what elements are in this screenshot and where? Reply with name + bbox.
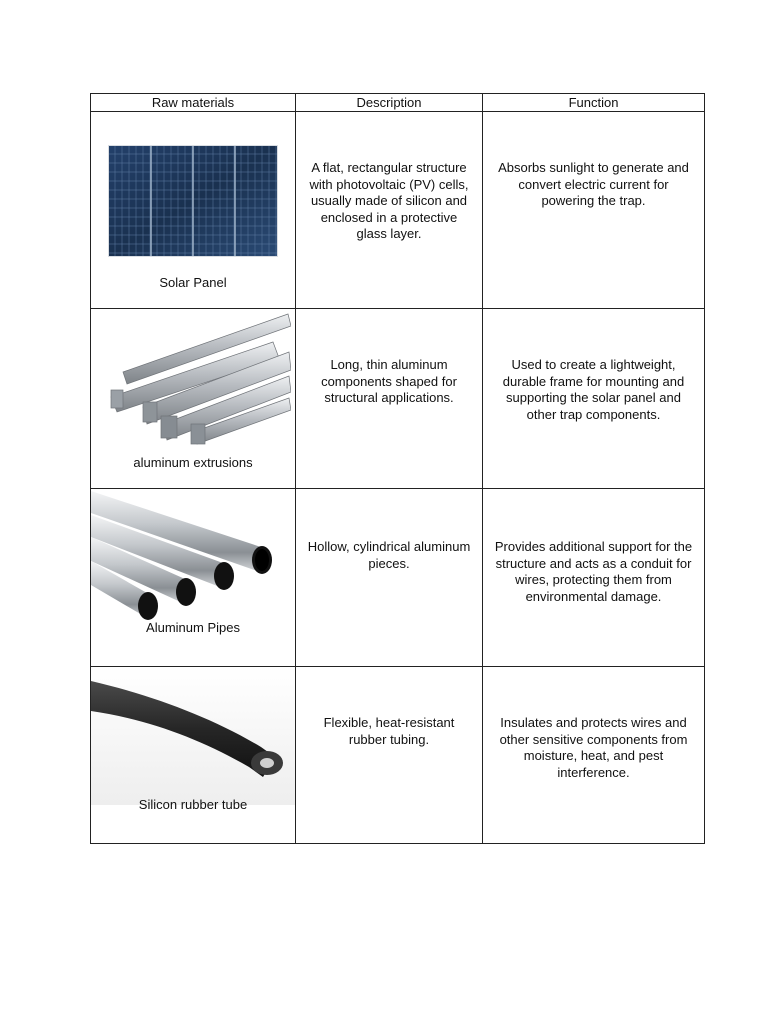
function-text: Provides additional support for the structure and acts as a conduit for wires, protecting them from environmental damage.: [494, 539, 693, 604]
material-label: Aluminum Pipes: [146, 620, 240, 635]
function-cell: [483, 489, 705, 667]
material-cell: [91, 309, 296, 489]
description-cell: [296, 309, 483, 489]
aluminum-extrusions-image: [103, 312, 291, 447]
description-cell: [296, 489, 483, 667]
function-text: Used to create a lightweight, durable frame for mounting and supporting the solar panel and other trap components.: [502, 357, 685, 422]
function-text: Insulates and protects wires and other sensitive components from moisture, heat, and pest interference.: [499, 715, 688, 780]
function-cell: [483, 667, 705, 844]
material-label: aluminum extrusions: [133, 455, 253, 470]
table-row: [91, 309, 705, 489]
materials-table: [90, 93, 705, 844]
description-text: Hollow, cylindrical aluminum pieces.: [307, 539, 471, 571]
aluminum-pipes-image: [91, 489, 281, 629]
header-function: Function: [483, 94, 705, 112]
material-label: Solar Panel: [159, 275, 227, 290]
material-cell: [91, 112, 296, 309]
description-text: A flat, rectangular structure with photovoltaic (PV) cells, usually made of silicon and enclosed in a protective glass layer.: [309, 160, 469, 241]
material-cell: [91, 489, 296, 667]
function-text: Absorbs sunlight to generate and convert electric current for powering the trap.: [498, 160, 689, 208]
table-row: [91, 667, 705, 844]
material-label: Silicon rubber tube: [138, 797, 248, 812]
description-text: Long, thin aluminum components shaped for structural applications.: [321, 357, 457, 405]
table-row: [91, 489, 705, 667]
function-cell: [483, 309, 705, 489]
header-raw-materials: Raw materials: [91, 94, 296, 112]
description-text: Flexible, heat-resistant rubber tubing.: [323, 715, 455, 747]
material-cell: [91, 667, 296, 844]
solar-panel-image: [108, 145, 278, 257]
header-description: Description: [296, 94, 483, 112]
description-cell: [296, 667, 483, 844]
rubber-tube-image: [91, 667, 295, 805]
description-cell: [296, 112, 483, 309]
function-cell: [483, 112, 705, 309]
table-row: [91, 112, 705, 309]
table-header-row: [91, 94, 705, 112]
